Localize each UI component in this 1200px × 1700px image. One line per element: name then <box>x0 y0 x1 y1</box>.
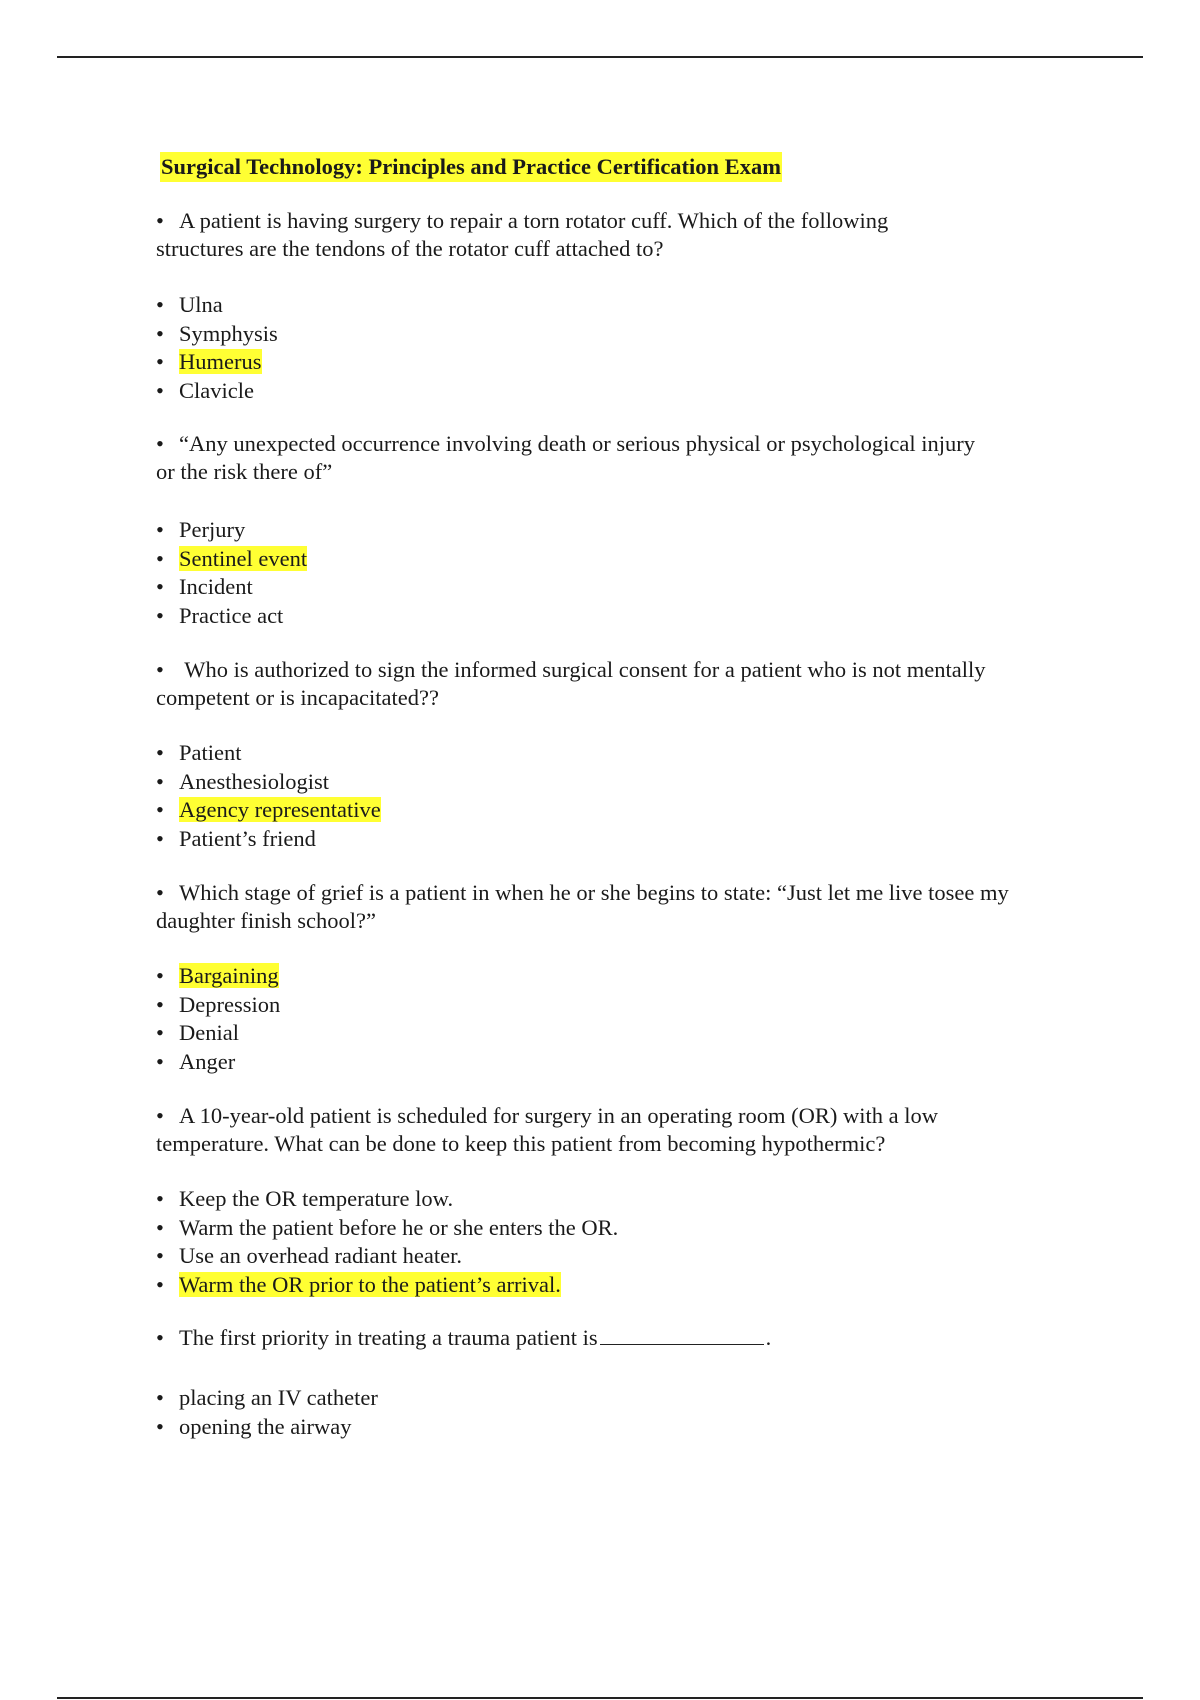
bullet-icon: • <box>156 797 164 822</box>
page-title: Surgical Technology: Principles and Practice Certification Exam <box>160 152 782 182</box>
bullet-icon: • <box>156 1048 164 1074</box>
highlighted-answer: Warm the OR prior to the patient’s arrival. <box>179 1271 561 1297</box>
bullet-icon: • <box>156 377 164 403</box>
question-text: Which stage of grief is a patient in when he or she begins to state: “Just let me live tosee my daughter finish school?” <box>156 880 1009 933</box>
option-text: Denial <box>179 1020 239 1045</box>
option-item <box>156 796 1056 825</box>
option-item <box>156 377 1056 406</box>
option-text: Anger <box>179 1048 236 1074</box>
bullet-icon: • <box>156 1271 164 1297</box>
highlighted-answer: Sentinel event <box>179 545 308 571</box>
option-item <box>156 739 1056 768</box>
option-item <box>156 1019 1056 1048</box>
option-text: Anesthesiologist <box>179 768 329 794</box>
question-5 <box>156 1102 996 1158</box>
bullet-icon: • <box>156 320 164 346</box>
bullet-icon: • <box>156 292 164 317</box>
question-6 <box>156 1322 1056 1352</box>
question-text: A patient is having surgery to repair a torn rotator cuff. Which of the following structures are the tendons of the rotator cuff attached to? <box>156 208 889 261</box>
bullet-icon: • <box>156 517 164 542</box>
option-item <box>156 573 1056 602</box>
bullet-icon: • <box>156 208 164 233</box>
option-text: Symphysis <box>179 320 278 346</box>
bullet-icon: • <box>156 991 164 1017</box>
bullet-icon: • <box>156 880 164 905</box>
bullet-icon: • <box>156 1020 164 1045</box>
option-text: Ulna <box>179 292 223 317</box>
option-text: Practice act <box>179 602 284 628</box>
question-4 <box>156 879 1036 935</box>
option-item <box>156 348 1056 377</box>
bullet-icon: • <box>156 657 164 682</box>
question-text: The first priority in treating a trauma patient is <box>179 1325 598 1350</box>
option-item <box>156 1048 1056 1077</box>
bullet-icon: • <box>156 825 164 851</box>
option-item <box>156 1413 1056 1442</box>
options-list-1 <box>156 291 1056 405</box>
bullet-icon: • <box>156 574 164 599</box>
bullet-icon: • <box>156 768 164 794</box>
bullet-icon: • <box>156 1243 164 1268</box>
option-item <box>156 1214 1056 1243</box>
option-text: Keep the OR temperature low. <box>179 1186 454 1211</box>
option-item <box>156 602 1056 631</box>
options-list-6 <box>156 1384 1056 1441</box>
option-text: placing an IV catheter <box>179 1385 378 1410</box>
option-item <box>156 962 1056 991</box>
options-list-3 <box>156 739 1056 853</box>
option-text: Perjury <box>179 517 246 542</box>
option-item <box>156 516 1056 545</box>
bullet-icon: • <box>156 545 164 571</box>
question-2 <box>156 430 986 486</box>
option-text: Incident <box>179 574 253 599</box>
option-text: opening the airway <box>179 1413 352 1439</box>
bullet-icon: • <box>156 740 164 765</box>
option-text: Patient <box>179 740 242 765</box>
options-list-5 <box>156 1185 1056 1299</box>
top-rule <box>57 56 1143 58</box>
option-item <box>156 1271 1056 1300</box>
option-item <box>156 320 1056 349</box>
question-text: “Any unexpected occurrence involving death or serious physical or psychological injury or the risk there of” <box>156 431 976 484</box>
bullet-icon: • <box>156 431 164 456</box>
option-item <box>156 1242 1056 1271</box>
question-suffix: . <box>765 1325 772 1350</box>
question-text: Who is authorized to sign the informed surgical consent for a patient who is not mentally competent or is incapacitated?? <box>156 657 986 710</box>
bullet-icon: • <box>156 1385 164 1410</box>
option-item <box>156 545 1056 574</box>
highlighted-answer: Agency representative <box>179 797 381 822</box>
bullet-icon: • <box>156 602 164 628</box>
option-item <box>156 825 1056 854</box>
option-item <box>156 291 1056 320</box>
options-list-2 <box>156 516 1056 630</box>
option-text: Clavicle <box>179 377 254 403</box>
bullet-icon: • <box>156 1413 164 1439</box>
option-item <box>156 1384 1056 1413</box>
option-item <box>156 991 1056 1020</box>
highlighted-answer: Bargaining <box>179 963 279 988</box>
option-text: Use an overhead radiant heater. <box>179 1243 462 1268</box>
bullet-icon: • <box>156 1325 164 1350</box>
option-text: Depression <box>179 991 281 1017</box>
option-text: Warm the patient before he or she enters the OR. <box>179 1214 619 1240</box>
bullet-icon: • <box>156 1214 164 1240</box>
answer-blank <box>600 1322 764 1345</box>
option-item <box>156 1185 1056 1214</box>
bottom-rule <box>57 1697 1143 1699</box>
highlighted-answer: Humerus <box>179 349 262 374</box>
option-text: Patient’s friend <box>179 825 316 851</box>
bullet-icon: • <box>156 1186 164 1211</box>
bullet-icon: • <box>156 963 164 988</box>
option-item <box>156 768 1056 797</box>
question-text: A 10-year-old patient is scheduled for surgery in an operating room (OR) with a low temperature. What can be done to keep this patient from becoming hypothermic? <box>156 1103 938 1156</box>
options-list-4 <box>156 962 1056 1076</box>
bullet-icon: • <box>156 1103 164 1128</box>
question-3 <box>156 656 986 712</box>
bullet-icon: • <box>156 349 164 374</box>
question-1 <box>156 207 946 263</box>
